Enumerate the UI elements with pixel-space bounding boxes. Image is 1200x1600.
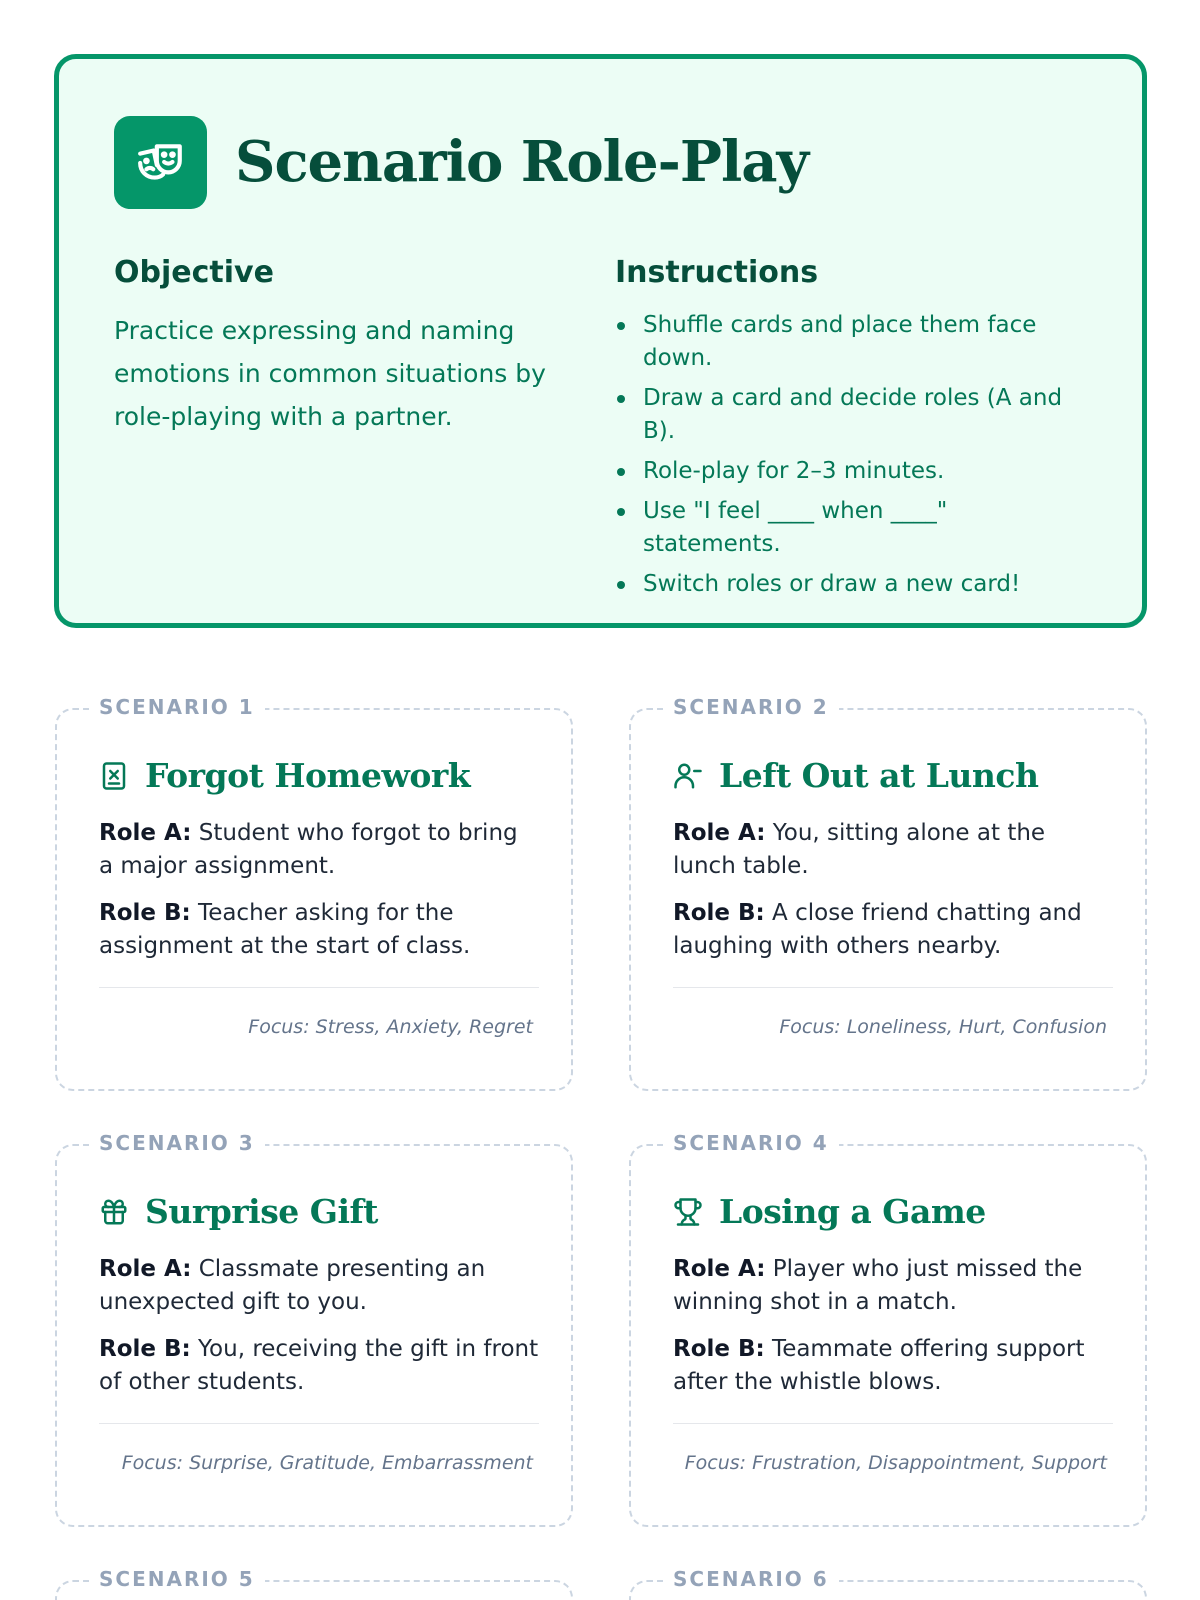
scenario-card-1 [55,695,573,1091]
scenario-tag: SCENARIO 5 [89,1567,265,1591]
scenario-card-5 [55,1567,573,1600]
role-b-label: Role B: [673,900,765,926]
instruction-text: Draw a card and decide roles (A and B). [643,385,1063,444]
role-a-text: Player who just missed the winning shot in a match. [673,1256,1083,1315]
card-divider [99,987,539,988]
role-b [99,897,539,963]
role-a [99,817,539,883]
scenario-title: Forgot Homework [145,756,471,795]
page-title: Scenario Role-Play [235,129,809,195]
role-b [673,1333,1113,1399]
objective-heading: Objective [114,255,274,290]
focus-emotions: Focus: Loneliness, Hurt, Confusion [779,1016,1107,1038]
role-a-text: You, sitting alone at the lunch table. [673,820,1046,879]
instruction-item [615,495,1085,561]
instruction-text: Shuffle cards and place them face down. [643,312,1037,371]
activity-header-card [54,54,1147,628]
scenario-header [99,756,470,795]
role-b-label: Role B: [99,900,191,926]
user-minus-icon [673,761,703,791]
role-b [673,897,1113,963]
file-x-icon [99,761,129,791]
gift-icon [99,1197,129,1227]
logo-tile [114,116,207,209]
role-a-text: Classmate presenting an unexpected gift to you. [99,1256,486,1315]
bullet-icon [617,322,625,330]
instruction-text: Switch roles or draw a new card! [643,571,1021,597]
role-a-label: Role A: [99,820,192,846]
instructions-heading: Instructions [615,255,819,290]
scenario-title: Losing a Game [719,1192,986,1231]
instructions-list [615,309,1085,608]
scenario-header [673,1192,986,1231]
role-b-text: You, receiving the gift in front of other students. [99,1336,539,1395]
scenario-tag: SCENARIO 4 [663,1131,839,1155]
scenario-card-3 [55,1131,573,1527]
bullet-icon [617,508,625,516]
instruction-item [615,309,1085,375]
scenario-card-2 [629,695,1147,1091]
role-a-label: Role A: [673,1256,766,1282]
role-a [673,1253,1113,1319]
role-a [673,817,1113,883]
focus-emotions: Focus: Surprise, Gratitude, Embarrassment [121,1452,533,1474]
scenario-tag: SCENARIO 6 [663,1567,839,1591]
scenario-header [99,1192,378,1231]
bullet-icon [617,468,625,476]
trophy-icon [673,1197,703,1227]
role-b-label: Role B: [673,1336,765,1362]
role-a [99,1253,539,1319]
role-b-text: A close friend chatting and laughing with others nearby. [673,900,1082,959]
scenario-tag: SCENARIO 1 [89,695,265,719]
bullet-icon [617,395,625,403]
scenario-title: Left Out at Lunch [719,756,1039,795]
focus-emotions: Focus: Stress, Anxiety, Regret [248,1016,533,1038]
instruction-item [615,382,1085,448]
instruction-text: Use "I feel ____ when ____" statements. [643,498,948,557]
card-divider [673,1423,1113,1424]
scenario-card-4 [629,1131,1147,1527]
role-b-label: Role B: [99,1336,191,1362]
card-divider [673,987,1113,988]
theater-masks-icon [136,138,186,188]
scenario-card-6 [629,1567,1147,1600]
role-a-label: Role A: [673,820,766,846]
role-a-label: Role A: [99,1256,192,1282]
card-divider [99,1423,539,1424]
role-b-text: Teacher asking for the assignment at the start of class. [99,900,471,959]
focus-emotions: Focus: Frustration, Disappointment, Support [684,1452,1107,1474]
instruction-text: Role-play for 2–3 minutes. [643,458,945,484]
role-b [99,1333,539,1399]
instruction-item [615,455,1085,488]
scenario-tag: SCENARIO 3 [89,1131,265,1155]
bullet-icon [617,581,625,589]
scenario-tag: SCENARIO 2 [663,695,839,719]
objective-text: Practice expressing and naming emotions in common situations by role-playing with a partner. [114,316,546,431]
scenario-title: Surprise Gift [145,1192,378,1231]
role-a-text: Student who forgot to bring a major assignment. [99,820,518,879]
scenario-header [673,756,1039,795]
instruction-item [615,568,1085,601]
role-b-text: Teammate offering support after the whistle blows. [673,1336,1085,1395]
